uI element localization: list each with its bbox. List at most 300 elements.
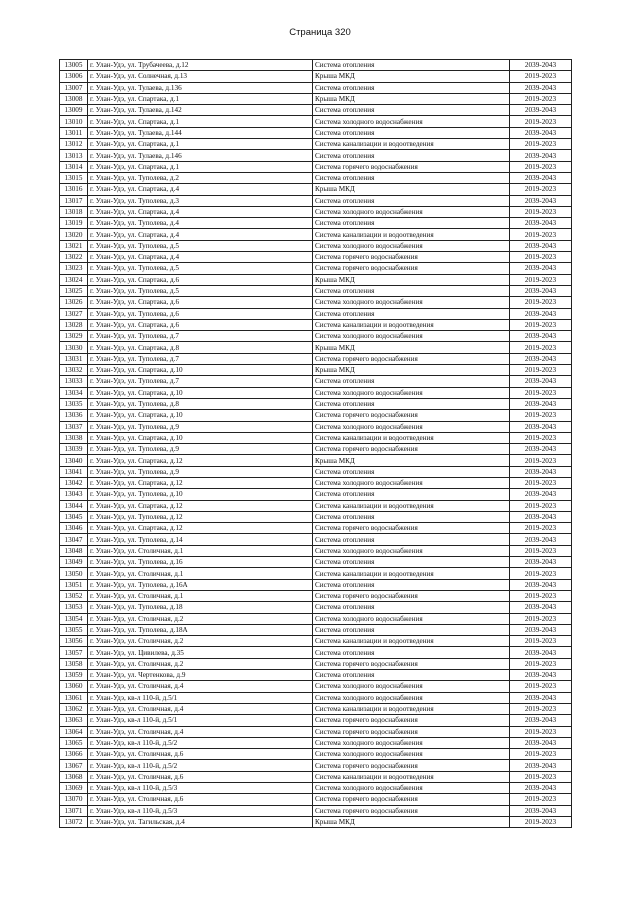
cell-record-number: 13068 — [60, 771, 88, 782]
cell-system: Крыша МКД — [313, 274, 510, 285]
cell-period: 2019-2023 — [510, 229, 572, 240]
cell-address: г. Улан-Удэ, ул. Туполева, д.18 — [88, 602, 313, 613]
cell-address: г. Улан-Удэ, ул. Туполева, д.2 — [88, 172, 313, 183]
cell-record-number: 13069 — [60, 783, 88, 794]
cell-record-number: 13034 — [60, 387, 88, 398]
cell-period: 2039-2043 — [510, 353, 572, 364]
cell-period: 2039-2043 — [510, 579, 572, 590]
table-row — [60, 681, 572, 692]
cell-period: 2019-2023 — [510, 703, 572, 714]
cell-system: Крыша МКД — [313, 342, 510, 353]
cell-address: г. Улан-Удэ, ул. Спартака, д.6 — [88, 297, 313, 308]
cell-record-number: 13013 — [60, 150, 88, 161]
cell-address: г. Улан-Удэ, ул. Чертенкова, д.9 — [88, 670, 313, 681]
cell-record-number: 13018 — [60, 206, 88, 217]
cell-period: 2019-2023 — [510, 387, 572, 398]
cell-record-number: 13047 — [60, 534, 88, 545]
cell-period: 2019-2023 — [510, 794, 572, 805]
cell-period: 2039-2043 — [510, 647, 572, 658]
cell-record-number: 13023 — [60, 263, 88, 274]
cell-system: Система холодного водоснабжения — [313, 545, 510, 556]
cell-period: 2019-2023 — [510, 726, 572, 737]
cell-system: Система холодного водоснабжения — [313, 749, 510, 760]
cell-record-number: 13051 — [60, 579, 88, 590]
cell-system: Система горячего водоснабжения — [313, 805, 510, 816]
cell-record-number: 13031 — [60, 353, 88, 364]
cell-period: 2039-2043 — [510, 737, 572, 748]
cell-period: 2019-2023 — [510, 297, 572, 308]
cell-address: г. Улан-Удэ, кв-л 110-й, д.5/1 — [88, 692, 313, 703]
cell-period: 2019-2023 — [510, 432, 572, 443]
table-row — [60, 749, 572, 760]
cell-period: 2039-2043 — [510, 489, 572, 500]
cell-address: г. Улан-Удэ, ул. Туполева, д.10 — [88, 489, 313, 500]
cell-period: 2019-2023 — [510, 523, 572, 534]
cell-address: г. Улан-Удэ, ул. Туполева, д.9 — [88, 466, 313, 477]
cell-period: 2019-2023 — [510, 545, 572, 556]
cell-record-number: 13029 — [60, 331, 88, 342]
cell-record-number: 13027 — [60, 308, 88, 319]
cell-address: г. Улан-Удэ, ул. Туполева, д.7 — [88, 331, 313, 342]
cell-address: г. Улан-Удэ, кв-л 110-й, д.5/3 — [88, 783, 313, 794]
table-row — [60, 421, 572, 432]
cell-period: 2019-2023 — [510, 71, 572, 82]
page-title: Страница 320 — [289, 27, 351, 38]
table-row — [60, 771, 572, 782]
cell-system: Система холодного водоснабжения — [313, 116, 510, 127]
table-row — [60, 184, 572, 195]
table-row — [60, 737, 572, 748]
cell-record-number: 13043 — [60, 489, 88, 500]
cell-system: Система отопления — [313, 670, 510, 681]
table-row — [60, 229, 572, 240]
cell-record-number: 13015 — [60, 172, 88, 183]
cell-period: 2039-2043 — [510, 557, 572, 568]
cell-record-number: 13064 — [60, 726, 88, 737]
registry-table-body — [60, 60, 572, 828]
cell-record-number: 13050 — [60, 568, 88, 579]
cell-period: 2019-2023 — [510, 455, 572, 466]
table-row — [60, 602, 572, 613]
cell-period: 2039-2043 — [510, 398, 572, 409]
cell-record-number: 13071 — [60, 805, 88, 816]
cell-system: Крыша МКД — [313, 365, 510, 376]
cell-record-number: 13061 — [60, 692, 88, 703]
cell-system: Система холодного водоснабжения — [313, 783, 510, 794]
table-row — [60, 274, 572, 285]
cell-record-number: 13026 — [60, 297, 88, 308]
cell-system: Система канализации и водоотведения — [313, 500, 510, 511]
cell-period: 2019-2023 — [510, 319, 572, 330]
cell-period: 2039-2043 — [510, 760, 572, 771]
cell-record-number: 13007 — [60, 82, 88, 93]
cell-system: Система отопления — [313, 398, 510, 409]
cell-address: г. Улан-Удэ, ул. Спартака, д.1 — [88, 139, 313, 150]
cell-system: Система отопления — [313, 195, 510, 206]
table-row — [60, 557, 572, 568]
table-row — [60, 82, 572, 93]
cell-period: 2039-2043 — [510, 105, 572, 116]
cell-record-number: 13052 — [60, 590, 88, 601]
table-row — [60, 331, 572, 342]
cell-system: Система холодного водоснабжения — [313, 477, 510, 488]
cell-address: г. Улан-Удэ, ул. Спартака, д.10 — [88, 410, 313, 421]
cell-system: Система отопления — [313, 466, 510, 477]
table-row — [60, 365, 572, 376]
cell-address: г. Улан-Удэ, ул. Туполева, д.7 — [88, 353, 313, 364]
cell-period: 2019-2023 — [510, 184, 572, 195]
cell-address: г. Улан-Удэ, ул. Туполева, д.18А — [88, 624, 313, 635]
cell-system: Система горячего водоснабжения — [313, 715, 510, 726]
table-row — [60, 579, 572, 590]
cell-period: 2019-2023 — [510, 342, 572, 353]
cell-period: 2039-2043 — [510, 783, 572, 794]
cell-period: 2039-2043 — [510, 218, 572, 229]
cell-address: г. Улан-Удэ, ул. Тулаева, д.144 — [88, 127, 313, 138]
cell-system: Система горячего водоснабжения — [313, 161, 510, 172]
cell-address: г. Улан-Удэ, ул. Солнечная, д.13 — [88, 71, 313, 82]
cell-address: г. Улан-Удэ, ул. Трубачеева, д.12 — [88, 60, 313, 71]
cell-address: г. Улан-Удэ, ул. Спартака, д.4 — [88, 229, 313, 240]
cell-address: г. Улан-Удэ, ул. Цивилева, д.35 — [88, 647, 313, 658]
cell-record-number: 13032 — [60, 365, 88, 376]
table-row — [60, 703, 572, 714]
cell-address: г. Улан-Удэ, ул. Спартака, д.12 — [88, 523, 313, 534]
cell-record-number: 13025 — [60, 285, 88, 296]
cell-period: 2019-2023 — [510, 116, 572, 127]
cell-address: г. Улан-Удэ, ул. Столичная, д.2 — [88, 613, 313, 624]
cell-address: г. Улан-Удэ, ул. Столичная, д.4 — [88, 681, 313, 692]
cell-system: Система холодного водоснабжения — [313, 240, 510, 251]
cell-period: 2019-2023 — [510, 749, 572, 760]
table-row — [60, 252, 572, 263]
cell-period: 2019-2023 — [510, 568, 572, 579]
cell-system: Система отопления — [313, 127, 510, 138]
cell-system: Система отопления — [313, 60, 510, 71]
cell-system: Крыша МКД — [313, 184, 510, 195]
cell-address: г. Улан-Удэ, кв-л 110-й, д.5/2 — [88, 760, 313, 771]
table-row — [60, 647, 572, 658]
cell-record-number: 13053 — [60, 602, 88, 613]
table-row — [60, 195, 572, 206]
cell-system: Система канализации и водоотведения — [313, 319, 510, 330]
table-row — [60, 139, 572, 150]
table-row — [60, 218, 572, 229]
table-row — [60, 206, 572, 217]
cell-record-number: 13019 — [60, 218, 88, 229]
cell-record-number: 13062 — [60, 703, 88, 714]
table-row — [60, 127, 572, 138]
cell-period: 2039-2043 — [510, 624, 572, 635]
table-row — [60, 444, 572, 455]
cell-record-number: 13039 — [60, 444, 88, 455]
cell-address: г. Улан-Удэ, ул. Столичная, д.4 — [88, 726, 313, 737]
table-row — [60, 353, 572, 364]
table-row — [60, 93, 572, 104]
cell-system: Система канализации и водоотведения — [313, 771, 510, 782]
table-row — [60, 613, 572, 624]
cell-record-number: 13008 — [60, 93, 88, 104]
cell-address: г. Улан-Удэ, ул. Туполева, д.7 — [88, 376, 313, 387]
cell-system: Система канализации и водоотведения — [313, 636, 510, 647]
cell-period: 2019-2023 — [510, 816, 572, 827]
cell-period: 2039-2043 — [510, 150, 572, 161]
cell-record-number: 13022 — [60, 252, 88, 263]
cell-period: 2039-2043 — [510, 127, 572, 138]
table-row — [60, 240, 572, 251]
cell-record-number: 13049 — [60, 557, 88, 568]
table-row — [60, 297, 572, 308]
cell-period: 2019-2023 — [510, 500, 572, 511]
table-row — [60, 342, 572, 353]
cell-system: Система холодного водоснабжения — [313, 387, 510, 398]
cell-period: 2039-2043 — [510, 511, 572, 522]
cell-address: г. Улан-Удэ, кв-л 110-й, д.5/3 — [88, 805, 313, 816]
cell-system: Крыша МКД — [313, 455, 510, 466]
cell-period: 2039-2043 — [510, 670, 572, 681]
cell-system: Система горячего водоснабжения — [313, 353, 510, 364]
cell-address: г. Улан-Удэ, ул. Туполева, д.4 — [88, 218, 313, 229]
cell-system: Система холодного водоснабжения — [313, 737, 510, 748]
cell-system: Система холодного водоснабжения — [313, 206, 510, 217]
cell-address: г. Улан-Удэ, ул. Спартака, д.12 — [88, 500, 313, 511]
cell-address: г. Улан-Удэ, ул. Спартака, д.12 — [88, 455, 313, 466]
cell-record-number: 13028 — [60, 319, 88, 330]
table-row — [60, 511, 572, 522]
cell-system: Система холодного водоснабжения — [313, 297, 510, 308]
cell-system: Система канализации и водоотведения — [313, 703, 510, 714]
cell-record-number: 13021 — [60, 240, 88, 251]
cell-address: г. Улан-Удэ, ул. Спартака, д.1 — [88, 116, 313, 127]
cell-record-number: 13044 — [60, 500, 88, 511]
cell-address: г. Улан-Удэ, ул. Столичная, д.1 — [88, 590, 313, 601]
cell-record-number: 13035 — [60, 398, 88, 409]
cell-address: г. Улан-Удэ, ул. Тулаева, д.146 — [88, 150, 313, 161]
cell-record-number: 13056 — [60, 636, 88, 647]
cell-system: Система отопления — [313, 105, 510, 116]
cell-period: 2039-2043 — [510, 240, 572, 251]
cell-address: г. Улан-Удэ, ул. Спартака, д.1 — [88, 161, 313, 172]
cell-address: г. Улан-Удэ, ул. Туполева, д.12 — [88, 511, 313, 522]
table-row — [60, 590, 572, 601]
cell-period: 2019-2023 — [510, 771, 572, 782]
cell-system: Система отопления — [313, 285, 510, 296]
cell-system: Система отопления — [313, 218, 510, 229]
cell-record-number: 13036 — [60, 410, 88, 421]
cell-record-number: 13046 — [60, 523, 88, 534]
cell-system: Система отопления — [313, 82, 510, 93]
cell-system: Система отопления — [313, 172, 510, 183]
cell-record-number: 13012 — [60, 139, 88, 150]
table-row — [60, 636, 572, 647]
cell-address: г. Улан-Удэ, ул. Туполева, д.3 — [88, 195, 313, 206]
cell-record-number: 13060 — [60, 681, 88, 692]
cell-period: 2039-2043 — [510, 602, 572, 613]
cell-period: 2019-2023 — [510, 252, 572, 263]
cell-address: г. Улан-Удэ, ул. Столичная, д.2 — [88, 658, 313, 669]
cell-system: Система канализации и водоотведения — [313, 568, 510, 579]
cell-record-number: 13065 — [60, 737, 88, 748]
table-row — [60, 489, 572, 500]
cell-address: г. Улан-Удэ, ул. Тагильская, д.4 — [88, 816, 313, 827]
cell-record-number: 13038 — [60, 432, 88, 443]
cell-record-number: 13042 — [60, 477, 88, 488]
cell-period: 2019-2023 — [510, 590, 572, 601]
table-row — [60, 692, 572, 703]
cell-system: Система отопления — [313, 624, 510, 635]
cell-period: 2019-2023 — [510, 410, 572, 421]
cell-system: Крыша МКД — [313, 93, 510, 104]
cell-period: 2019-2023 — [510, 206, 572, 217]
cell-address: г. Улан-Удэ, ул. Столичная, д.6 — [88, 771, 313, 782]
table-row — [60, 116, 572, 127]
cell-system: Система отопления — [313, 511, 510, 522]
cell-period: 2019-2023 — [510, 365, 572, 376]
cell-system: Система горячего водоснабжения — [313, 760, 510, 771]
cell-address: г. Улан-Удэ, кв-л 110-й, д.5/2 — [88, 737, 313, 748]
cell-record-number: 13059 — [60, 670, 88, 681]
cell-record-number: 13070 — [60, 794, 88, 805]
cell-system: Система отопления — [313, 150, 510, 161]
cell-system: Система холодного водоснабжения — [313, 331, 510, 342]
cell-address: г. Улан-Удэ, ул. Столичная, д.6 — [88, 794, 313, 805]
cell-period: 2019-2023 — [510, 636, 572, 647]
cell-period: 2039-2043 — [510, 421, 572, 432]
cell-address: г. Улан-Удэ, ул. Спартака, д.6 — [88, 274, 313, 285]
cell-address: г. Улан-Удэ, ул. Туполева, д.6 — [88, 308, 313, 319]
table-row — [60, 150, 572, 161]
cell-address: г. Улан-Удэ, ул. Тулаева, д.136 — [88, 82, 313, 93]
cell-system: Крыша МКД — [313, 816, 510, 827]
table-row — [60, 161, 572, 172]
table-row — [60, 794, 572, 805]
cell-period: 2039-2043 — [510, 331, 572, 342]
cell-address: г. Улан-Удэ, ул. Туполева, д.5 — [88, 240, 313, 251]
cell-address: г. Улан-Удэ, ул. Столичная, д.4 — [88, 703, 313, 714]
table-row — [60, 432, 572, 443]
cell-address: г. Улан-Удэ, ул. Туполева, д.8 — [88, 398, 313, 409]
cell-address: г. Улан-Удэ, ул. Спартака, д.10 — [88, 365, 313, 376]
cell-record-number: 13006 — [60, 71, 88, 82]
cell-record-number: 13016 — [60, 184, 88, 195]
cell-system: Система отопления — [313, 534, 510, 545]
cell-address: г. Улан-Удэ, ул. Спартака, д.8 — [88, 342, 313, 353]
cell-system: Система отопления — [313, 579, 510, 590]
cell-system: Система горячего водоснабжения — [313, 794, 510, 805]
cell-period: 2019-2023 — [510, 139, 572, 150]
cell-record-number: 13024 — [60, 274, 88, 285]
cell-record-number: 13033 — [60, 376, 88, 387]
cell-system: Система отопления — [313, 376, 510, 387]
cell-address: г. Улан-Удэ, ул. Спартака, д.1 — [88, 93, 313, 104]
cell-system: Система отопления — [313, 647, 510, 658]
cell-address: г. Улан-Удэ, ул. Туполева, д.9 — [88, 421, 313, 432]
cell-period: 2019-2023 — [510, 613, 572, 624]
table-row — [60, 805, 572, 816]
cell-address: г. Улан-Удэ, ул. Столичная, д.1 — [88, 568, 313, 579]
cell-address: г. Улан-Удэ, ул. Столичная, д.1 — [88, 545, 313, 556]
table-row — [60, 105, 572, 116]
cell-period: 2019-2023 — [510, 161, 572, 172]
cell-record-number: 13041 — [60, 466, 88, 477]
cell-period: 2039-2043 — [510, 60, 572, 71]
cell-system: Система горячего водоснабжения — [313, 410, 510, 421]
table-row — [60, 60, 572, 71]
cell-system: Система отопления — [313, 489, 510, 500]
cell-record-number: 13072 — [60, 816, 88, 827]
cell-address: г. Улан-Удэ, ул. Туполева, д.14 — [88, 534, 313, 545]
cell-period: 2039-2043 — [510, 715, 572, 726]
cell-system: Система холодного водоснабжения — [313, 613, 510, 624]
cell-record-number: 13010 — [60, 116, 88, 127]
cell-period: 2039-2043 — [510, 308, 572, 319]
cell-system: Система отопления — [313, 602, 510, 613]
cell-record-number: 13054 — [60, 613, 88, 624]
cell-system: Система горячего водоснабжения — [313, 263, 510, 274]
cell-system: Система канализации и водоотведения — [313, 432, 510, 443]
table-row — [60, 715, 572, 726]
cell-period: 2039-2043 — [510, 172, 572, 183]
cell-system: Система холодного водоснабжения — [313, 692, 510, 703]
cell-record-number: 13057 — [60, 647, 88, 658]
cell-address: г. Улан-Удэ, ул. Тулаева, д.142 — [88, 105, 313, 116]
cell-address: г. Улан-Удэ, ул. Туполева, д.9 — [88, 444, 313, 455]
cell-record-number: 13011 — [60, 127, 88, 138]
table-row — [60, 398, 572, 409]
cell-record-number: 13048 — [60, 545, 88, 556]
cell-record-number: 13020 — [60, 229, 88, 240]
table-row — [60, 477, 572, 488]
cell-record-number: 13017 — [60, 195, 88, 206]
table-row — [60, 658, 572, 669]
cell-record-number: 13014 — [60, 161, 88, 172]
cell-period: 2019-2023 — [510, 477, 572, 488]
cell-system: Система горячего водоснабжения — [313, 658, 510, 669]
cell-period: 2039-2043 — [510, 534, 572, 545]
cell-record-number: 13030 — [60, 342, 88, 353]
cell-address: г. Улан-Удэ, ул. Спартака, д.4 — [88, 184, 313, 195]
cell-system: Система холодного водоснабжения — [313, 681, 510, 692]
table-row — [60, 319, 572, 330]
table-row — [60, 263, 572, 274]
table-row — [60, 466, 572, 477]
cell-record-number: 13058 — [60, 658, 88, 669]
table-row — [60, 308, 572, 319]
cell-period: 2039-2043 — [510, 444, 572, 455]
cell-record-number: 13037 — [60, 421, 88, 432]
table-row — [60, 376, 572, 387]
cell-record-number: 13045 — [60, 511, 88, 522]
cell-system: Система холодного водоснабжения — [313, 421, 510, 432]
cell-system: Система горячего водоснабжения — [313, 523, 510, 534]
cell-address: г. Улан-Удэ, ул. Туполева, д.16 — [88, 557, 313, 568]
cell-record-number: 13063 — [60, 715, 88, 726]
table-row — [60, 545, 572, 556]
registry-table — [59, 59, 572, 828]
table-row — [60, 71, 572, 82]
cell-address: г. Улан-Удэ, кв-л 110-й, д.5/1 — [88, 715, 313, 726]
cell-record-number: 13066 — [60, 749, 88, 760]
cell-system: Крыша МКД — [313, 71, 510, 82]
cell-address: г. Улан-Удэ, ул. Туполева, д.16А — [88, 579, 313, 590]
table-row — [60, 726, 572, 737]
table-row — [60, 455, 572, 466]
cell-record-number: 13040 — [60, 455, 88, 466]
cell-period: 2039-2043 — [510, 263, 572, 274]
table-row — [60, 670, 572, 681]
cell-system: Система отопления — [313, 557, 510, 568]
cell-address: г. Улан-Удэ, ул. Спартака, д.12 — [88, 477, 313, 488]
